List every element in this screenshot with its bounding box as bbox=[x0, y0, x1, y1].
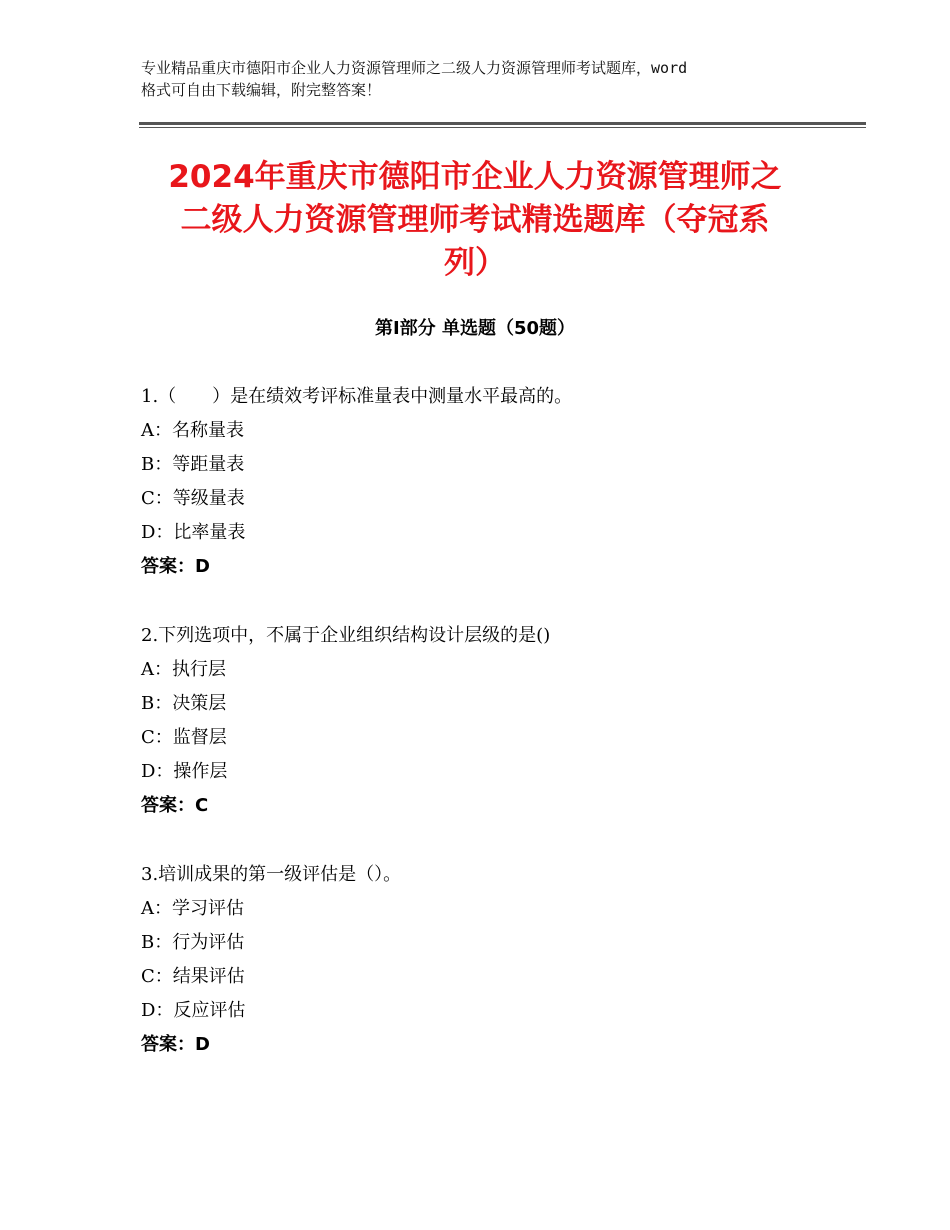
option-c: C：监督层 bbox=[141, 727, 227, 748]
question-1 bbox=[141, 380, 861, 619]
option-b: B：决策层 bbox=[141, 693, 227, 714]
document-title bbox=[120, 156, 830, 285]
header-divider-thin bbox=[139, 127, 866, 128]
option-d: D：反应评估 bbox=[141, 1000, 246, 1021]
option-c: C：等级量表 bbox=[141, 488, 245, 509]
document-title-line-1: 2024年重庆市德阳市企业人力资源管理师之 bbox=[168, 159, 782, 195]
option-b: B：等距量表 bbox=[141, 454, 245, 475]
question-list bbox=[141, 380, 861, 1097]
option-c: C：结果评估 bbox=[141, 966, 245, 987]
section-heading: 第Ⅰ部分 单选题（50题） bbox=[374, 318, 575, 339]
question-2 bbox=[141, 619, 861, 858]
option-b: B：行为评估 bbox=[141, 932, 245, 953]
option-a: A：执行层 bbox=[141, 659, 226, 680]
option-a: A：名称量表 bbox=[141, 420, 244, 441]
option-d: D：操作层 bbox=[141, 761, 228, 782]
header-note bbox=[141, 57, 831, 101]
answer-label: 答案：D bbox=[141, 556, 210, 577]
option-a: A：学习评估 bbox=[141, 898, 244, 919]
document-title-line-3: 列） bbox=[444, 245, 506, 281]
answer-label: 答案：C bbox=[141, 795, 209, 816]
option-d: D：比率量表 bbox=[141, 522, 246, 543]
answer-label: 答案：D bbox=[141, 1034, 210, 1055]
question-stem: 2.下列选项中，不属于企业组织结构设计层级的是() bbox=[141, 625, 551, 646]
question-3 bbox=[141, 858, 861, 1097]
document-title-line-2: 二级人力资源管理师考试精选题库（夺冠系 bbox=[180, 202, 770, 238]
header-note-line-2: 格式可自由下载编辑，附完整答案！ bbox=[141, 81, 382, 99]
header-divider-thick bbox=[139, 122, 866, 125]
question-stem: 1.（ ）是在绩效考评标准量表中测量水平最高的。 bbox=[141, 386, 573, 407]
header-note-line-1: 专业精品重庆市德阳市企业人力资源管理师之二级人力资源管理师考试题库，word bbox=[141, 59, 688, 77]
question-stem: 3.培训成果的第一级评估是（）。 bbox=[141, 864, 402, 885]
